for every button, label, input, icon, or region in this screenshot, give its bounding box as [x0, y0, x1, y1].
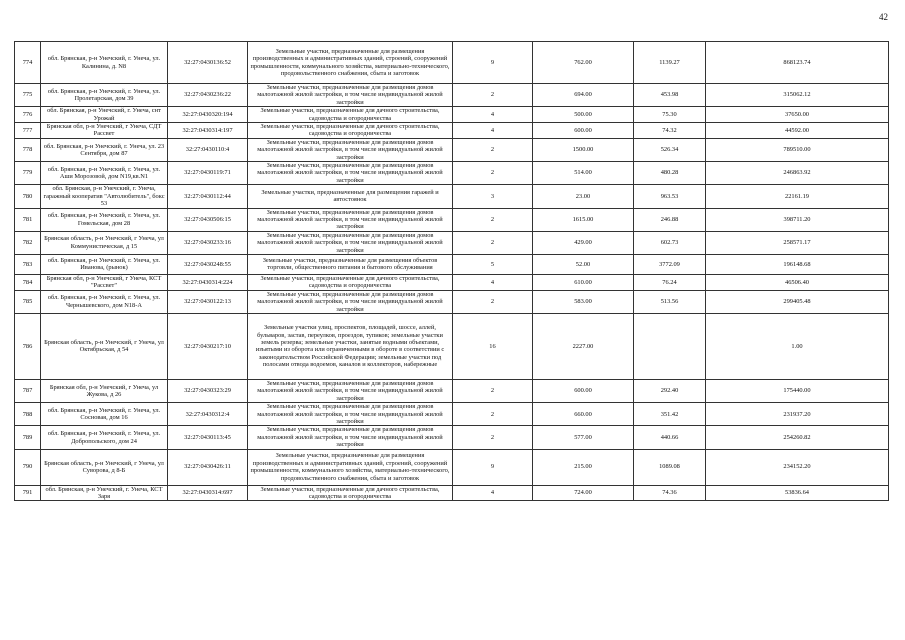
area-cell: 514.00	[533, 162, 634, 185]
table-row	[15, 84, 889, 107]
row-number: 788	[15, 403, 41, 426]
permitted-use-cell: Земельные участки, предназначенные для размещения домов малоэтажной жилой застройки, в том числе индивидуальной жилой застройки	[248, 379, 453, 402]
area-cell: 694.00	[533, 84, 634, 107]
permitted-use-cell: Земельные участки улиц, проспектов, площадей, шоссе, аллей, бульваров, застав, переулков, проездов, тупиков; земельные участки земель резерва; земельные участки, занятые водными объектами, изъятыми из оборота или ограниченными в обороте в соответствии с законодательством Российской Федерации; земельные участки под полосами отвода водоемов, каналов и коллекторов, набережные	[248, 313, 453, 379]
area-cell: 1615.00	[533, 208, 634, 231]
permitted-use-cell: Земельные участки, предназначенные для размещения домов малоэтажной жилой застройки, в том числе индивидуальной жилой застройки	[248, 403, 453, 426]
specific-value-cell: 513.56	[634, 290, 706, 313]
area-cell: 762.00	[533, 42, 634, 84]
address-cell: обл. Брянская, р-н Унечский, г. Унеча, гаражный кооператив "Автолюбитель", бокс 53	[41, 185, 168, 208]
table-row	[15, 185, 889, 208]
cadastral-number-cell: 32:27:0430314:224	[168, 274, 248, 290]
specific-value-cell: 75.30	[634, 107, 706, 123]
use-group-cell: 4	[453, 274, 533, 290]
cadastral-value-cell: 46506.40	[706, 274, 889, 290]
area-cell: 610.00	[533, 274, 634, 290]
specific-value-cell: 74.32	[634, 123, 706, 139]
cadastral-value-cell: 789510.00	[706, 138, 889, 161]
use-group-cell: 2	[453, 379, 533, 402]
area-cell: 600.00	[533, 379, 634, 402]
address-cell: Брянская область, р-н Унечский, г Унеча, ул Октябрьская, д 54	[41, 313, 168, 379]
permitted-use-cell: Земельные участки, предназначенные для размещения домов малоэтажной жилой застройки, в том числе индивидуальной жилой застройки	[248, 162, 453, 185]
cadastral-number-cell: 32:27:0430122:13	[168, 290, 248, 313]
address-cell: обл. Брянская, р-н Унечский, г. Унеча, ул. Аши Морозовой, дом N19,кв.N1	[41, 162, 168, 185]
table-row	[15, 403, 889, 426]
cadastral-value-cell: 196148.68	[706, 254, 889, 274]
cadastral-number-cell: 32:27:0430136:52	[168, 42, 248, 84]
area-cell: 1500.00	[533, 138, 634, 161]
permitted-use-cell: Земельные участки, предназначенные для размещения домов малоэтажной жилой застройки, в том числе индивидуальной жилой застройки	[248, 231, 453, 254]
row-number: 781	[15, 208, 41, 231]
specific-value-cell: 351.42	[634, 403, 706, 426]
row-number: 779	[15, 162, 41, 185]
cadastral-number-cell: 32:27:0430320:194	[168, 107, 248, 123]
specific-value-cell: 602.73	[634, 231, 706, 254]
cadastral-number-cell: 32:27:0430110:4	[168, 138, 248, 161]
area-cell: 215.00	[533, 449, 634, 485]
address-cell: обл. Брянская, р-н Унечский, г. Унеча, ул. Чернышевского, дом N18-А	[41, 290, 168, 313]
cadastral-number-cell: 32:27:0430248:55	[168, 254, 248, 274]
permitted-use-cell: Земельные участки, предназначенные для размещения гаражей и автостоянок	[248, 185, 453, 208]
land-registry-table	[14, 41, 889, 501]
use-group-cell: 2	[453, 138, 533, 161]
table-row	[15, 485, 889, 501]
area-cell: 500.00	[533, 107, 634, 123]
row-number: 775	[15, 84, 41, 107]
table-row	[15, 449, 889, 485]
permitted-use-cell: Земельные участки, предназначенные для размещения производственных и административных зданий, строений, сооружений промышленности, коммунального хозяйства, материально-технического, продовольственного снабжения, сбыта и заготовок	[248, 449, 453, 485]
row-number: 791	[15, 485, 41, 501]
address-cell: Брянская область, р-н Унечский, г Унеча, ул Суворова, д 8-Б	[41, 449, 168, 485]
table-row	[15, 162, 889, 185]
cadastral-value-cell: 37650.00	[706, 107, 889, 123]
permitted-use-cell: Земельные участки, предназначенные для размещения домов малоэтажной жилой застройки, в том числе индивидуальной жилой застройки	[248, 84, 453, 107]
specific-value-cell: 246.88	[634, 208, 706, 231]
table-row	[15, 379, 889, 402]
table-row	[15, 231, 889, 254]
specific-value-cell: 3772.09	[634, 254, 706, 274]
row-number: 784	[15, 274, 41, 290]
area-cell: 724.00	[533, 485, 634, 501]
use-group-cell: 4	[453, 485, 533, 501]
address-cell: обл. Брянская, р-н Унечский, г. Унеча, ул. Пролетарская, дом 39	[41, 84, 168, 107]
table-row	[15, 426, 889, 449]
permitted-use-cell: Земельные участки, предназначенные для размещения домов малоэтажной жилой застройки, в том числе индивидуальной жилой застройки	[248, 290, 453, 313]
cadastral-value-cell: 22161.19	[706, 185, 889, 208]
use-group-cell: 4	[453, 123, 533, 139]
cadastral-value-cell: 315062.12	[706, 84, 889, 107]
cadastral-number-cell: 32:27:0430217:10	[168, 313, 248, 379]
use-group-cell: 2	[453, 290, 533, 313]
table-row	[15, 313, 889, 379]
use-group-cell: 2	[453, 231, 533, 254]
row-number: 786	[15, 313, 41, 379]
cadastral-value-cell: 53836.64	[706, 485, 889, 501]
cadastral-value-cell: 868123.74	[706, 42, 889, 84]
specific-value-cell: 1089.08	[634, 449, 706, 485]
use-group-cell: 2	[453, 426, 533, 449]
area-cell: 2227.00	[533, 313, 634, 379]
use-group-cell: 16	[453, 313, 533, 379]
row-number: 777	[15, 123, 41, 139]
permitted-use-cell: Земельные участки, предназначенные для размещения домов малоэтажной жилой застройки, в том числе индивидуальной жилой застройки	[248, 138, 453, 161]
table-row	[15, 254, 889, 274]
use-group-cell: 2	[453, 84, 533, 107]
address-cell: Брянская обл, р-н Унечский, г Унеча, ул Жукова, д 26	[41, 379, 168, 402]
table-row	[15, 290, 889, 313]
specific-value-cell: 480.28	[634, 162, 706, 185]
specific-value-cell: 1139.27	[634, 42, 706, 84]
row-number: 780	[15, 185, 41, 208]
cadastral-number-cell: 32:27:0430314:697	[168, 485, 248, 501]
table-row	[15, 123, 889, 139]
use-group-cell: 4	[453, 107, 533, 123]
use-group-cell: 2	[453, 162, 533, 185]
specific-value-cell: 292.40	[634, 379, 706, 402]
table-row	[15, 138, 889, 161]
cadastral-value-cell: 175440.00	[706, 379, 889, 402]
specific-value-cell: 526.34	[634, 138, 706, 161]
row-number: 774	[15, 42, 41, 84]
specific-value-cell: 963.53	[634, 185, 706, 208]
cadastral-number-cell: 32:27:0430312:4	[168, 403, 248, 426]
table-row	[15, 42, 889, 84]
cadastral-number-cell: 32:27:0430113:45	[168, 426, 248, 449]
use-group-cell: 3	[453, 185, 533, 208]
address-cell: обл. Брянская, р-н Унечский, г. Унеча, ул. Калинина, д. N8	[41, 42, 168, 84]
specific-value-cell: 74.36	[634, 485, 706, 501]
permitted-use-cell: Земельные участки, предназначенные для размещения объектов торговли, общественного питания и бытового обслуживания	[248, 254, 453, 274]
permitted-use-cell: Земельные участки, предназначенные для размещения домов малоэтажной жилой застройки, в том числе индивидуальной жилой застройки	[248, 426, 453, 449]
cadastral-value-cell: 299405.48	[706, 290, 889, 313]
area-cell: 52.00	[533, 254, 634, 274]
cadastral-value-cell: 1.00	[706, 313, 889, 379]
cadastral-value-cell: 234152.20	[706, 449, 889, 485]
cadastral-number-cell: 32:27:0430233:16	[168, 231, 248, 254]
cadastral-value-cell: 44592.00	[706, 123, 889, 139]
address-cell: обл. Брянская, р-н Унечский, г. Унеча, ул. 23 Сентября, дом 87	[41, 138, 168, 161]
area-cell: 600.00	[533, 123, 634, 139]
address-cell: обл. Брянская, р-н Унечский, г. Унеча, ул. Гомельская, дом 28	[41, 208, 168, 231]
permitted-use-cell: Земельные участки, предназначенные для дачного строительства, садоводства и огородничества	[248, 274, 453, 290]
row-number: 787	[15, 379, 41, 402]
cadastral-value-cell: 246863.92	[706, 162, 889, 185]
table-row	[15, 274, 889, 290]
table-row	[15, 107, 889, 123]
permitted-use-cell: Земельные участки, предназначенные для размещения домов малоэтажной жилой застройки, в том числе индивидуальной жилой застройки	[248, 208, 453, 231]
cadastral-number-cell: 32:27:0430323:29	[168, 379, 248, 402]
area-cell: 429.00	[533, 231, 634, 254]
row-number: 783	[15, 254, 41, 274]
row-number: 782	[15, 231, 41, 254]
use-group-cell: 2	[453, 208, 533, 231]
cadastral-number-cell: 32:27:0430119:71	[168, 162, 248, 185]
row-number: 789	[15, 426, 41, 449]
address-cell: обл. Брянская, р-н Унечский, г. Унеча, снт Урожай	[41, 107, 168, 123]
specific-value-cell	[634, 313, 706, 379]
area-cell: 23.00	[533, 185, 634, 208]
page-number: 42	[879, 12, 888, 22]
cadastral-number-cell: 32:27:0430426:11	[168, 449, 248, 485]
specific-value-cell: 440.66	[634, 426, 706, 449]
area-cell: 577.00	[533, 426, 634, 449]
table-row	[15, 208, 889, 231]
row-number: 790	[15, 449, 41, 485]
specific-value-cell: 453.98	[634, 84, 706, 107]
cadastral-number-cell: 32:27:0430506:15	[168, 208, 248, 231]
use-group-cell: 9	[453, 42, 533, 84]
cadastral-value-cell: 254260.82	[706, 426, 889, 449]
permitted-use-cell: Земельные участки, предназначенные для дачного строительства, садоводства и огородничества	[248, 107, 453, 123]
cadastral-number-cell: 32:27:0430236:22	[168, 84, 248, 107]
permitted-use-cell: Земельные участки, предназначенные для дачного строительства, садоводства и огородничества	[248, 485, 453, 501]
area-cell: 660.00	[533, 403, 634, 426]
address-cell: обл. Брянская, р-н Унечский, г. Унеча, ул. Иванова, (рынок)	[41, 254, 168, 274]
permitted-use-cell: Земельные участки, предназначенные для размещения производственных и административных зданий, строений, сооружений промышленности, коммунального хозяйства, материально-технического, продовольственного снабжения, сбыта и заготовок	[248, 42, 453, 84]
permitted-use-cell: Земельные участки, предназначенные для дачного строительства, садоводства и огородничества	[248, 123, 453, 139]
use-group-cell: 9	[453, 449, 533, 485]
cadastral-value-cell: 258571.17	[706, 231, 889, 254]
cadastral-number-cell: 32:27:0430314:197	[168, 123, 248, 139]
cadastral-value-cell: 231937.20	[706, 403, 889, 426]
address-cell: обл. Брянская, р-н Унечский, г. Унеча, ул. Добропольского, дом 24	[41, 426, 168, 449]
row-number: 778	[15, 138, 41, 161]
cadastral-number-cell: 32:27:0430112:44	[168, 185, 248, 208]
address-cell: Брянская обл, р-н Унечский, г Унеча, СДТ Рассвет	[41, 123, 168, 139]
use-group-cell: 5	[453, 254, 533, 274]
address-cell: Брянская область, р-н Унечский, г Унеча, ул Коммунистическая, д 15	[41, 231, 168, 254]
row-number: 785	[15, 290, 41, 313]
area-cell: 583.00	[533, 290, 634, 313]
address-cell: обл. Брянская, р-н Унечский, г. Унеча, КСТ Заря	[41, 485, 168, 501]
use-group-cell: 2	[453, 403, 533, 426]
cadastral-value-cell: 398711.20	[706, 208, 889, 231]
specific-value-cell: 76.24	[634, 274, 706, 290]
row-number: 776	[15, 107, 41, 123]
address-cell: обл. Брянская, р-н Унечский, г. Унеча, ул. Сосновая, дом 16	[41, 403, 168, 426]
address-cell: Брянская обл, р-н Унечский, г Унеча, КСТ "Рассвет"	[41, 274, 168, 290]
